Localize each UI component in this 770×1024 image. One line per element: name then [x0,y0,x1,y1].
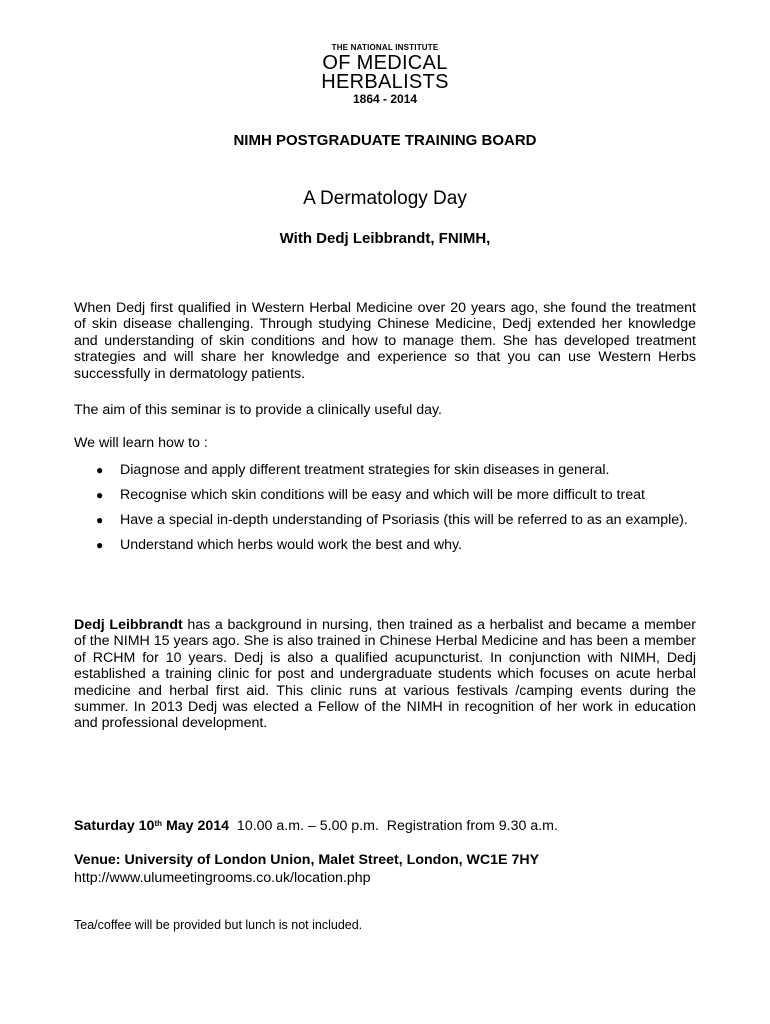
learn-intro-text: We will learn how to : [74,435,208,451]
event-times: 10.00 a.m. – 5.00 p.m. Registration from 9.30 a.m. [229,818,558,834]
bullet-icon: ● [96,513,104,527]
logo-line-1: THE NATIONAL INSTITUTE [331,43,439,52]
catering-note: Tea/coffee will be provided but lunch is not included. [74,918,363,932]
presenter-bio [74,617,696,732]
bullet-icon: ● [96,538,104,552]
list-item [96,508,696,533]
presenter-line: With Dedj Leibbrandt, FNIMH, [279,230,491,247]
bio-name: Dedj Leibbrandt [74,617,183,633]
logo-line-2: OF MEDICAL [322,52,448,74]
venue-text: Venue: University of London Union, Malet Street, London, WC1E 7HY [74,852,540,868]
event-date-prefix: Saturday 10 [74,818,155,834]
aim-paragraph [74,402,696,418]
logo-years: 1864 - 2014 [352,92,418,106]
list-item-text: Have a special in-depth understanding of Psoriasis (this will be referred to as an example). [120,512,688,528]
event-date-ordinal: th [154,819,162,828]
venue-line [74,852,696,868]
intro-text: When Dedj first qualified in Western Herbal Medicine over 20 years ago, she found the treatment of skin disease challenging. Through studying Chinese Medicine, Dedj extended her knowledge and understanding of skin conditions and how to manage them. She has developed treatment strategies and will share her knowledge and experience so that you can use Western Herbs successfully in dermatology patients. [74,300,696,382]
bio-body: has a background in nursing, then trained as a herbalist and became a member of the NIMH 15 years ago. She is also trained in Chinese Herbal Medicine and has been a member of RCHM for 10 years. Dedj is also a qualified acupuncturist. In conjunction with NIMH, Dedj established a training clinic for post and undergraduate students which focuses on acute herbal medicine and herbal first aid. This clinic runs at various festivals /camping events during the summer. In 2013 Dedj was elected a Fellow of the NIMH in recognition of her work in education and professional development. [74,617,696,732]
list-item-text: Recognise which skin conditions will be easy and which will be more difficult to treat [120,487,645,503]
list-item [96,458,696,483]
learn-intro [74,435,696,451]
event-title: A Dermatology Day [303,188,467,209]
bullet-icon: ● [96,488,104,502]
event-date [74,818,229,834]
intro-paragraph [74,300,696,382]
event-date-suffix: May 2014 [162,818,230,834]
bullet-icon: ● [96,463,104,477]
bio-text [74,617,696,732]
list-item [96,533,696,558]
list-item-text: Understand which herbs would work the best and why. [120,537,462,553]
learning-objectives-list [96,458,696,558]
event-date-line [74,818,696,834]
institute-logo [0,44,770,105]
venue-url [74,870,696,886]
logo-line-3: HERBALISTS [321,71,449,93]
list-item [96,483,696,508]
list-item-text: Diagnose and apply different treatment strategies for skin diseases in general. [120,462,610,478]
board-title: NIMH POSTGRADUATE TRAINING BOARD [233,132,537,149]
aim-text: The aim of this seminar is to provide a clinically useful day. [74,402,442,418]
venue-url-text: http://www.ulumeetingrooms.co.uk/location.php [74,870,371,886]
